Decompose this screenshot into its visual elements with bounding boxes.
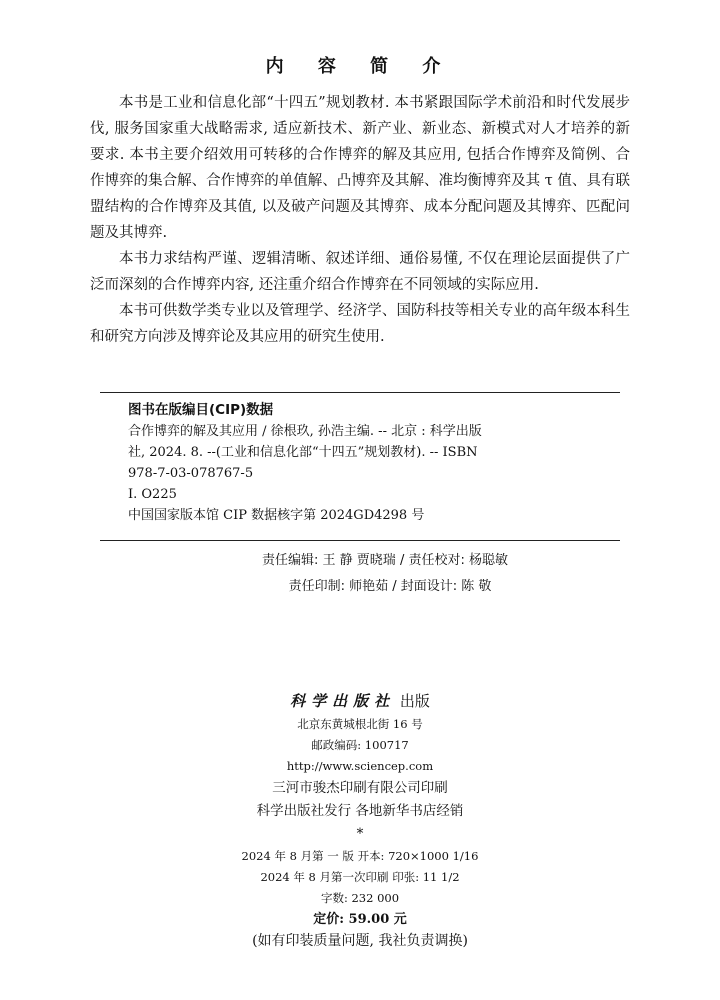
separator-mark: *	[356, 826, 364, 842]
publisher-name-suffix: 出版	[399, 692, 430, 710]
page-title: 内 容 简 介	[265, 56, 455, 77]
divider-bottom	[100, 540, 620, 541]
printing-credits: 责任印制: 师艳茹 / 封面设计: 陈 敬	[288, 579, 492, 594]
divider-top	[100, 392, 620, 393]
quality-notice: (如有印装质量问题, 我社负责调换)	[252, 933, 468, 949]
publisher-logo-text: 科学出版社	[290, 692, 396, 710]
cip-line: Ⅰ. O225	[128, 487, 177, 502]
intro-section	[90, 90, 630, 350]
publisher-postcode: 邮政编码: 100717	[311, 738, 409, 752]
intro-paragraph-2: 本书力求结构严谨、逻辑清晰、叙述详细、通俗易懂, 不仅在理论层面提供了广泛而深刻的合作博弈内容, 还注重介绍合作博弈在不同领域的实际应用.	[90, 251, 630, 293]
cip-line: 中国国家版本馆 CIP 数据核字第 2024GD4298 号	[128, 508, 425, 523]
cip-block	[128, 400, 628, 526]
editor-credits: 责任编辑: 王 静 贾晓瑞 / 责任校对: 杨聪敏	[262, 553, 508, 568]
publisher-name-line	[0, 688, 720, 714]
intro-paragraph-3: 本书可供数学类专业以及管理学、经济学、国防科技等相关专业的高年级本科生和研究方向涉及博弈论及其应用的研究生使用.	[90, 303, 630, 345]
publisher-url: http://www.sciencep.com	[286, 759, 434, 773]
price: 定价: 59.00 元	[313, 912, 407, 927]
cip-heading: 图书在版编目(CIP)数据	[128, 402, 274, 418]
word-count: 字数: 232 000	[320, 891, 400, 905]
staff-credits	[0, 548, 720, 600]
printer-info: 三河市骏杰印刷有限公司印刷	[272, 780, 448, 796]
edition-info: 2024 年 8 月第 一 版 开本: 720×1000 1/16	[241, 849, 479, 863]
publisher-address: 北京东黄城根北街 16 号	[297, 717, 423, 731]
cip-line: 978-7-03-078767-5	[128, 466, 254, 481]
cip-line: 社, 2024. 8. --(工业和信息化部“十四五”规划教材). -- ISBN	[128, 445, 478, 460]
intro-paragraph-1: 本书是工业和信息化部“十四五”规划教材. 本书紧跟国际学术前沿和时代发展步伐, 服务国家重大战略需求, 适应新技术、新产业、新业态、新模式对人才培养的新要求. 本书主要介绍效用可转移的合作博弈的解及其应用, 包括合作博弈及简例、合作博弈的集合解、合作博弈的单值解、凸博弈及其解、准均衡博弈及其 τ 值、具有联盟结构的合作博弈及其值, 以及破产问题及其博弈、成本分配问题及其博弈、匹配问题及其博弈.	[90, 95, 630, 241]
publisher-info	[0, 688, 720, 952]
printing-info: 2024 年 8 月第一次印刷 印张: 11 1/2	[260, 870, 460, 884]
cip-line: 合作博弈的解及其应用 / 徐根玖, 孙浩主编. -- 北京 : 科学出版	[128, 424, 482, 439]
distribution-info: 科学出版社发行 各地新华书店经销	[256, 803, 464, 819]
